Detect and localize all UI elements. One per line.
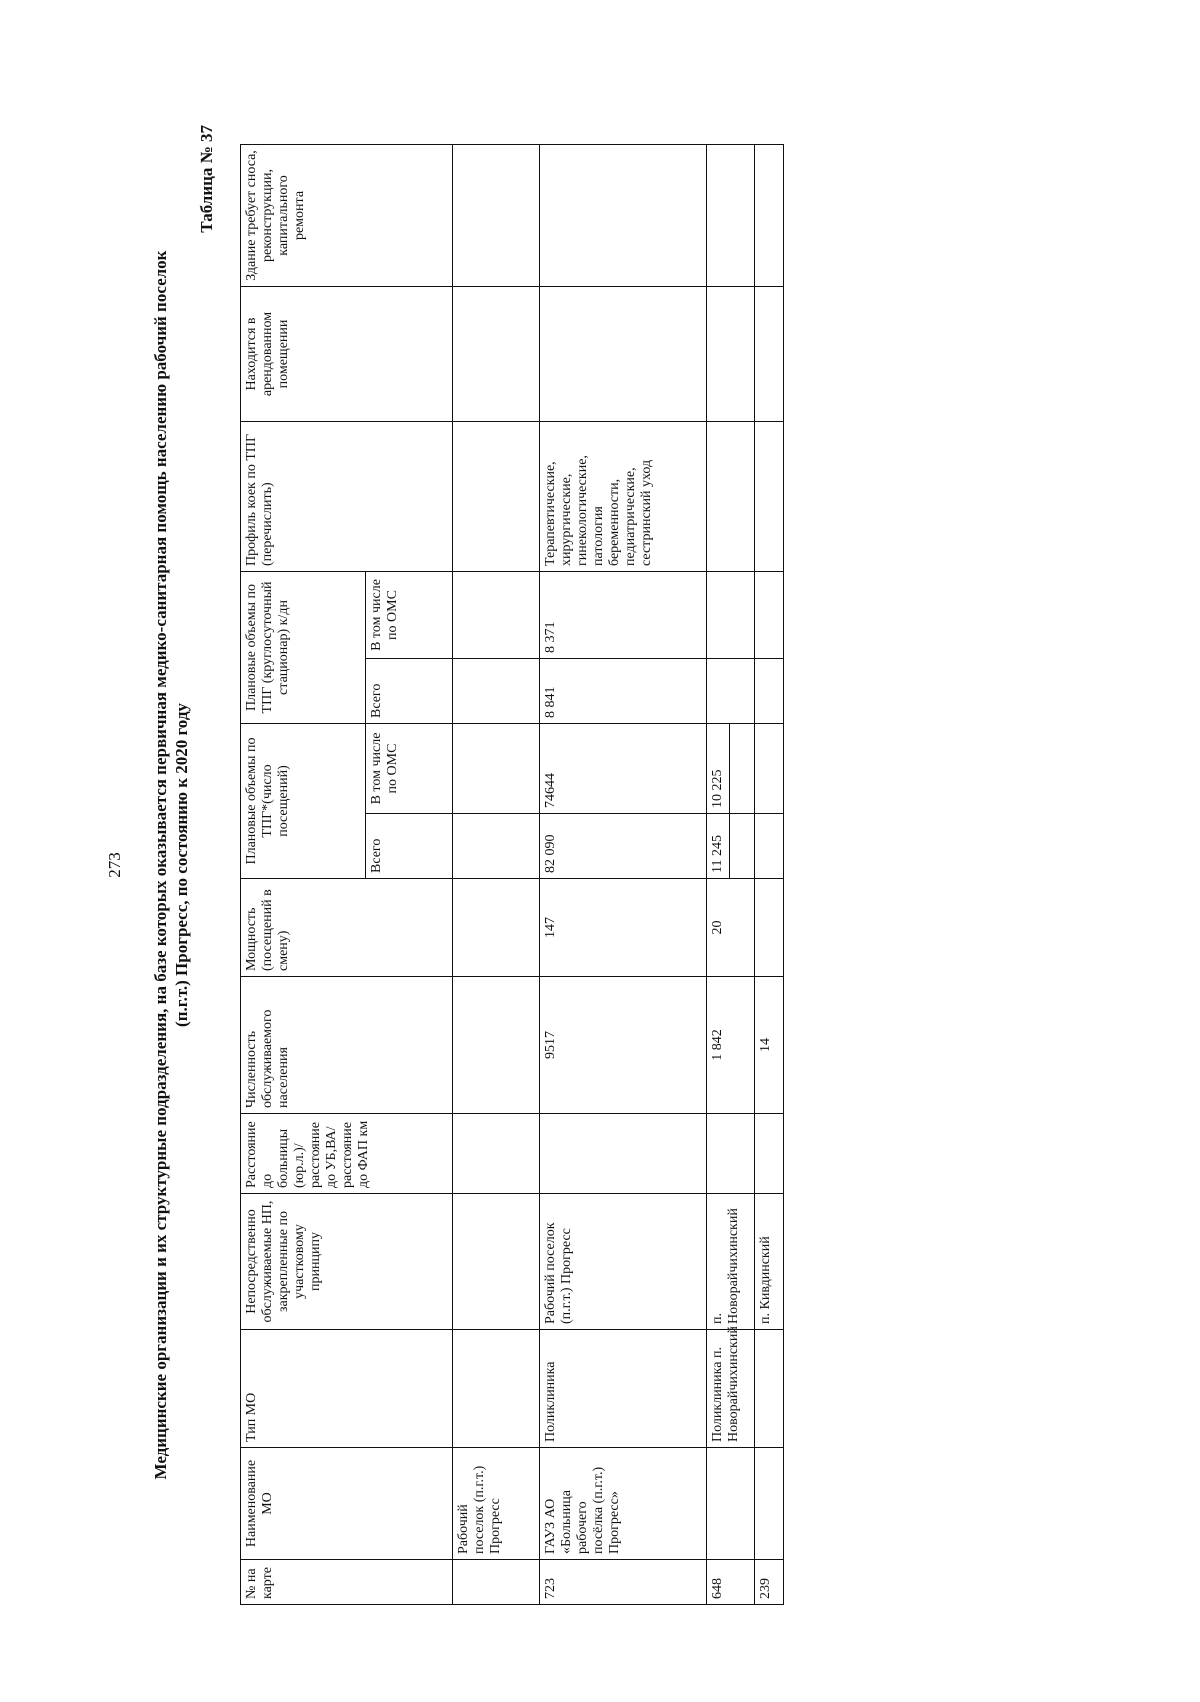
cell-tpg-total: 82 090 bbox=[540, 814, 707, 879]
cell-type: Поликлиника п. Новорайчихинский bbox=[707, 1330, 755, 1448]
cell-profile: Терапевтические, хирургические, гинекологические, патология беременности, педиатрические, сестринский уход bbox=[540, 421, 707, 571]
table-row bbox=[707, 144, 730, 1604]
header-stat-total: Всего bbox=[366, 659, 453, 724]
header-tpg-stationary: Плановые объемы по ТПГ (круглосуточный стационар) к/дн bbox=[241, 571, 366, 723]
page-number: 273 bbox=[105, 852, 124, 878]
cell-type: Поликлиника bbox=[540, 1330, 707, 1448]
cell-np: п. Новорайчихинский bbox=[707, 1194, 755, 1330]
cell-stat-oms: 8 371 bbox=[540, 571, 707, 658]
cell-tpg-oms: 74644 bbox=[540, 724, 707, 814]
header-stat-oms: В том числе по ОМС bbox=[366, 571, 453, 658]
header-power: Мощность (посещений в смену) bbox=[241, 879, 453, 977]
group-name: Рабочий поселок (п.г.т.) Прогресс bbox=[453, 1448, 540, 1560]
cell-population: 14 bbox=[755, 977, 784, 1114]
title-line-1: Медицинские организации и их структурные подразделения, на базе которых оказывается первичная медико-санитарная помощь населению рабочий поселок bbox=[151, 250, 170, 1480]
cell-name: ГАУЗ АО «Больница рабочего посёлка (п.г.т.) Прогресс» bbox=[540, 1448, 707, 1560]
cell-np: п. Кивдинский bbox=[755, 1194, 784, 1330]
cell-power: 147 bbox=[540, 879, 707, 977]
header-type: Тип МО bbox=[241, 1330, 453, 1448]
header-name: Наименование МО bbox=[241, 1448, 453, 1560]
header-profile: Профиль коек по ТПГ (перечислить) bbox=[241, 421, 453, 571]
header-demolish: Здание требует сноса, реконструкции, капитального ремонта bbox=[241, 144, 453, 286]
header-population: Численность обслуживаемого населения bbox=[241, 977, 453, 1114]
cell-power: 20 bbox=[707, 879, 755, 977]
header-np: Непосредственно обслуживаемые НП, закрепленные по участковому принципу bbox=[241, 1194, 453, 1330]
cell-num: 648 bbox=[707, 1560, 755, 1605]
table-number: Таблица № 37 bbox=[197, 125, 216, 233]
cell-num: 239 bbox=[755, 1560, 784, 1605]
cell-population: 9517 bbox=[540, 977, 707, 1114]
title-line-2: (п.г.т.) Прогресс, по состоянию к 2020 году bbox=[172, 703, 191, 1027]
header-tpg-oms: В том числе по ОМС bbox=[366, 724, 453, 814]
header-tpg: Плановые объемы по ТПГ*(число посещений) bbox=[241, 724, 366, 879]
group-row bbox=[453, 144, 540, 1604]
header-rented: Находится в арендованном помещении bbox=[241, 286, 453, 421]
cell-stat-total: 8 841 bbox=[540, 659, 707, 724]
cell-np: Рабочий поселок (п.г.т.) Прогресс bbox=[540, 1194, 707, 1330]
cell-num: 723 bbox=[540, 1560, 707, 1605]
cell-tpg-oms: 10 225 bbox=[707, 724, 730, 814]
facilities-table bbox=[240, 144, 784, 1605]
cell-population: 1 842 bbox=[707, 977, 755, 1114]
header-num: № на карте bbox=[241, 1560, 453, 1605]
document-page bbox=[35, 85, 955, 1645]
document-title bbox=[150, 85, 192, 1645]
table-row bbox=[540, 144, 707, 1604]
header-tpg-total: Всего bbox=[366, 814, 453, 879]
cell-tpg-total: 11 245 bbox=[707, 814, 730, 879]
table-row bbox=[755, 144, 784, 1604]
header-row bbox=[241, 144, 366, 1604]
header-distance: Расстояние до больницы (юр.л.)/ расстояние до УБ,ВА/ расстояние до ФАП км bbox=[241, 1114, 453, 1194]
